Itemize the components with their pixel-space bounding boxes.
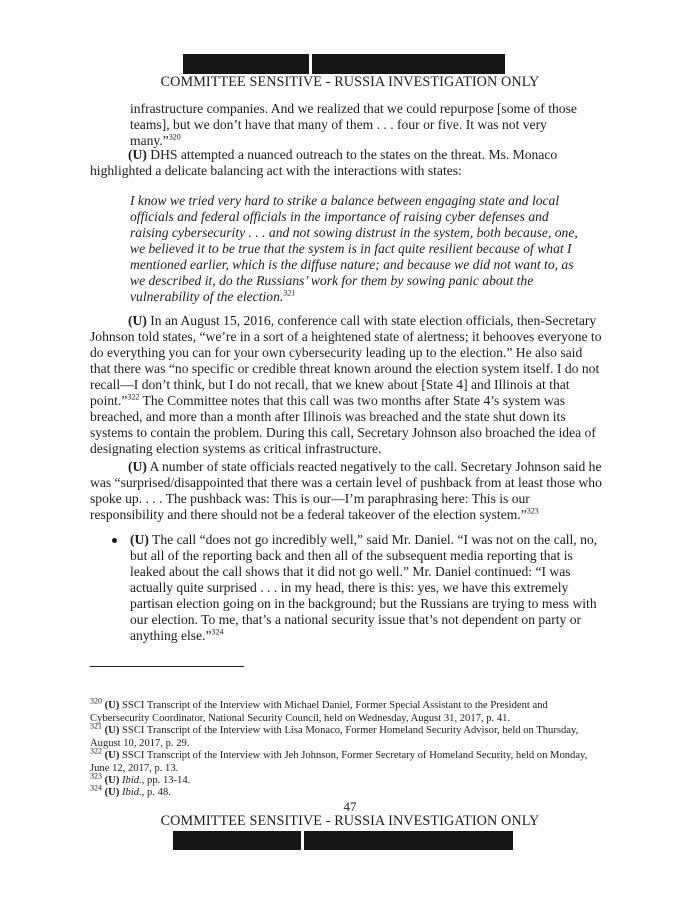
footnote-ref: 324 bbox=[211, 627, 224, 637]
footnote-text: , p. 48. bbox=[141, 787, 171, 798]
paragraph-text-continued: The Committee notes that this call was two months after State 4’s system was breached, and more than a month after Illinois was breached and the state shut down its systems to contain the problem. During this call, Secretary Johnson also broached the idea of designating election systems as critical infrastructure. bbox=[90, 393, 596, 456]
footnote-number: 321 bbox=[90, 721, 102, 731]
footnote-number: 323 bbox=[90, 771, 102, 781]
redaction-bar-top-right bbox=[312, 54, 505, 74]
bullet-text: The call “does not go incredibly well,” said Mr. Daniel. “I was not on the call, no, but all of the reporting back and then all of the subsequent media reporting that is leaked about the call shows that it did not go well.” Mr. Daniel continued: “I was actually quite surprised . . . in my head, there is this: yes, we have this extremely partisan election going on in the background; but the Russians are trying to mess with our election. To me, that’s a national security issue that’s not dependent on party or anything else.” bbox=[130, 532, 598, 643]
classification-tag: (U) bbox=[128, 313, 147, 328]
paragraph-conference-call bbox=[90, 313, 602, 457]
redaction-bar-bottom-right bbox=[304, 831, 513, 850]
bullet-marker bbox=[112, 538, 117, 543]
paragraph-text: infrastructure companies. And we realized that we could repurpose [some of those teams], but we don’t have that many of them . . . four or five. It was not very many.” bbox=[130, 101, 577, 148]
footnote-321 bbox=[90, 721, 590, 750]
ibid-text: Ibid. bbox=[122, 787, 142, 798]
classification-tag: (U) bbox=[104, 700, 120, 711]
footnote-number: 324 bbox=[90, 783, 102, 793]
ibid-text: Ibid. bbox=[122, 775, 142, 786]
classification-tag: (U) bbox=[104, 750, 120, 761]
redaction-bar-bottom-left bbox=[173, 831, 301, 850]
classification-tag: (U) bbox=[104, 787, 120, 798]
bullet-item-daniel bbox=[130, 532, 600, 644]
classification-banner-top: COMMITTEE SENSITIVE - RUSSIA INVESTIGATION ONLY bbox=[160, 74, 540, 90]
quote-text: I know we tried very hard to strike a balance between engaging state and local officials and federal officials in the importance of raising cyber defenses and raising cybersecurity . . . and not sowing distrust in the system, both because, one, we believed it to be true that the system is in fact quite resilient because of what I mentioned earlier, which is the diffuse nature; and because we did not want to, as we described it, do the Russians’ work for them by sowing panic about the vulnerability of the election. bbox=[130, 193, 578, 304]
paragraph-text: DHS attempted a nuanced outreach to the states on the threat. Ms. Monaco highlighted a delicate balancing act with the interactions with states: bbox=[90, 147, 558, 178]
classification-tag: (U) bbox=[130, 532, 149, 547]
paragraph-continuation bbox=[130, 101, 600, 149]
paragraph-outreach bbox=[90, 147, 600, 179]
footnote-text: , pp. 13-14. bbox=[141, 775, 191, 786]
classification-tag: (U) bbox=[104, 775, 120, 786]
redaction-bar-top-left bbox=[183, 54, 309, 74]
footnote-324 bbox=[90, 783, 590, 800]
footnote-separator bbox=[90, 666, 244, 667]
footnote-322 bbox=[90, 746, 590, 775]
footnote-ref: 322 bbox=[127, 392, 140, 402]
footnote-ref: 321 bbox=[283, 288, 296, 298]
classification-tag: (U) bbox=[128, 147, 147, 162]
footnote-number: 322 bbox=[90, 746, 102, 756]
footnote-ref: 323 bbox=[526, 506, 539, 516]
paragraph-text: In an August 15, 2016, conference call with state election officials, then-Secretary Johnson told states, “we’re in a sort of a heightened state of alertness; it behooves everyone to do everything you can for your own cybersecurity leading up to the election.” He also said that there was “no specific or credible threat known around the election system itself. I do not recall—I don’t think, but I do not recall, that we knew about [State 4] and Illinois at that point.” bbox=[90, 313, 602, 408]
footnote-text: SSCI Transcript of the Interview with Jeh Johnson, Former Secretary of Homeland Security, held on Monday, June 12, 2017, p. 13. bbox=[90, 750, 588, 774]
footnote-text: SSCI Transcript of the Interview with Michael Daniel, Former Special Assistant to the President and Cybersecurity Coordinator, National Security Council, held on Wednesday, August 31, 2017, p. 41. bbox=[90, 700, 548, 724]
classification-tag: (U) bbox=[128, 459, 147, 474]
footnote-number: 320 bbox=[90, 696, 102, 706]
classification-banner-bottom: COMMITTEE SENSITIVE - RUSSIA INVESTIGATION ONLY bbox=[160, 813, 540, 829]
paragraph-state-reaction bbox=[90, 459, 602, 523]
page-number: 47 bbox=[343, 799, 357, 814]
paragraph-text: A number of state officials reacted negatively to the call. Secretary Johnson said he was “surprised/disappointed that there was a certain level of pushback from at least those who spoke up. . . . The pushback was: This is our—I’m paraphrasing here: This is our responsibility and there should not be a federal takeover of the election system.” bbox=[90, 459, 602, 522]
footnote-ref: 320 bbox=[168, 132, 181, 142]
footnote-text: SSCI Transcript of the Interview with Lisa Monaco, Former Homeland Security Advisor, held on Thursday, August 10, 2017, p. 29. bbox=[90, 725, 579, 749]
block-quote bbox=[130, 193, 590, 305]
classification-tag: (U) bbox=[104, 725, 120, 736]
footnote-320 bbox=[90, 696, 590, 725]
footnote-323 bbox=[90, 771, 590, 788]
